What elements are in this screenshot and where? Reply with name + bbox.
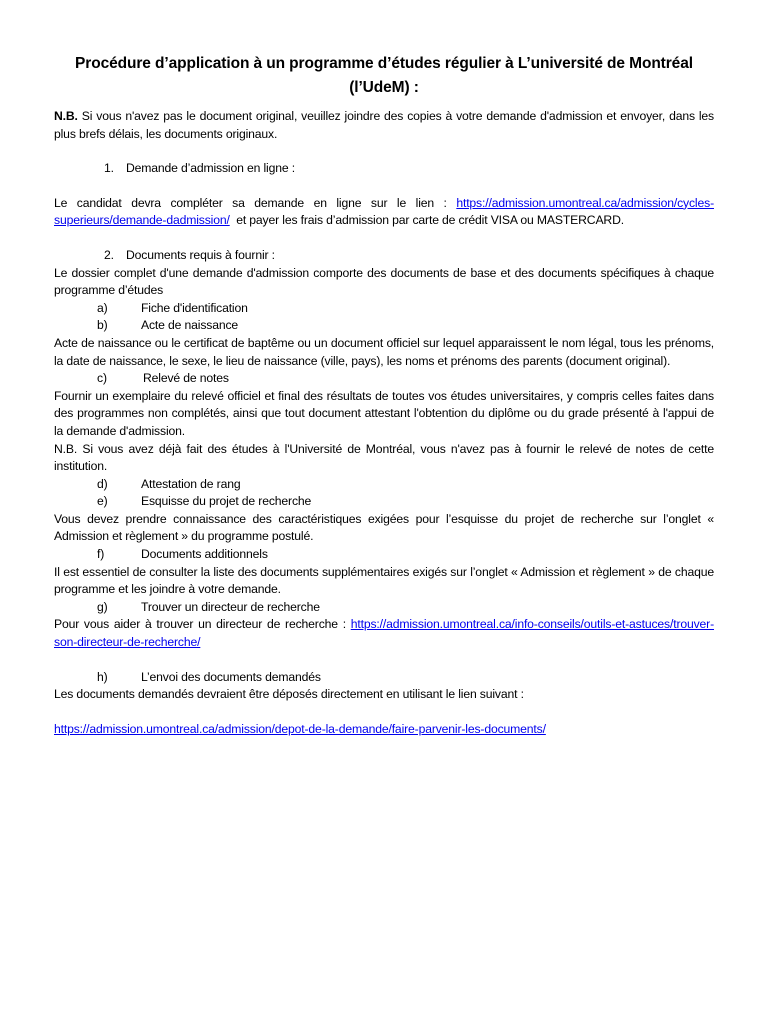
item-b-label: Acte de naissance xyxy=(141,318,239,333)
nb-paragraph xyxy=(54,108,714,143)
item-f-heading xyxy=(54,546,714,564)
item-g-heading xyxy=(54,599,714,617)
item-c-heading xyxy=(54,370,714,388)
document-title xyxy=(54,52,714,100)
section-2-number: 2. xyxy=(104,247,114,262)
item-g-text-before: Pour vous aider à trouver un directeur de recherche : xyxy=(54,617,346,632)
item-h-text: Les documents demandés devraient être déposés directement en utilisant le lien suivant : xyxy=(54,687,524,702)
item-f-label: Documents additionnels xyxy=(141,547,268,562)
title-line-1: Procédure d’application à un programme d’études régulier à L’université de Montréal xyxy=(75,55,693,72)
item-a-heading xyxy=(54,300,714,318)
demande-admission-link[interactable]: https://admission.umontreal.ca/admission/cycles-superieurs/demande-dadmission/ xyxy=(54,195,714,228)
section-2-title: Documents requis à fournir : xyxy=(126,247,275,262)
item-a-label: Fiche d'identification xyxy=(141,300,248,315)
section-1-heading xyxy=(54,160,714,178)
section-1-text-before: Le candidat devra compléter sa demande en ligne sur le lien : xyxy=(54,195,447,210)
section-2-intro: Le dossier complet d'une demande d'admission comporte des documents de base et des documents spécifiques à chaque programme d’études xyxy=(54,265,714,298)
nb-label: N.B. xyxy=(54,109,78,123)
item-c-letter: c) xyxy=(97,371,107,386)
item-h-letter: h) xyxy=(97,669,108,684)
directeur-recherche-link[interactable]: https://admission.umontreal.ca/info-conseils/outils-et-astuces/trouver-son-directeur-de-recherche/ xyxy=(54,617,714,650)
item-h-link-paragraph xyxy=(54,721,714,739)
item-g-letter: g) xyxy=(97,599,108,614)
section-1-title: Demande d’admission en ligne : xyxy=(126,161,295,176)
item-b-text: Acte de naissance ou le certificat de baptême ou un document officiel sur lequel apparaissent le nom légal, tous les prénoms, la date de naissance, le sexe, le lieu de naissance (ville, pays), les noms et prénoms des parents (document original). xyxy=(54,335,714,368)
item-d-heading xyxy=(54,476,714,494)
item-e-heading xyxy=(54,493,714,511)
item-a-letter: a) xyxy=(97,300,108,315)
item-h-label: L’envoi des documents demandés xyxy=(141,669,321,684)
item-e-letter: e) xyxy=(97,494,108,509)
item-d-letter: d) xyxy=(97,476,108,491)
item-c-nb: N.B. Si vous avez déjà fait des études à l'Université de Montréal, vous n'avez pas à fournir le relevé de notes de cette institution. xyxy=(54,441,714,474)
section-2-heading xyxy=(54,247,714,265)
item-e-label: Esquisse du projet de recherche xyxy=(141,494,312,509)
item-e-text: Vous devez prendre connaissance des caractéristiques exigées pour l’esquisse du projet de recherche sur l’onglet « Admission et règlement » du programme postulé. xyxy=(54,511,714,544)
item-d-label: Attestation de rang xyxy=(141,476,241,491)
item-g-label: Trouver un directeur de recherche xyxy=(141,599,320,614)
item-h-heading xyxy=(54,669,714,687)
item-f-text: Il est essentiel de consulter la liste des documents supplémentaires exigés sur l’onglet « Admission et règlement » de chaque programme et les joindre à votre demande. xyxy=(54,564,714,597)
item-c-label: Relevé de notes xyxy=(143,371,229,386)
section-1-number: 1. xyxy=(104,161,114,176)
nb-text: Si vous n'avez pas le document original, veuillez joindre des copies à votre demande d'admission et envoyer, dans les plus brefs délais, les documents originaux. xyxy=(54,109,714,141)
item-b-letter: b) xyxy=(97,318,108,333)
item-b-heading xyxy=(54,317,714,335)
title-line-2: (l’UdeM) : xyxy=(349,79,419,96)
item-f-letter: f) xyxy=(97,547,105,562)
section-1-text xyxy=(54,195,714,230)
item-g-text xyxy=(54,616,714,651)
item-c-text: Fournir un exemplaire du relevé officiel et final des résultats de toutes vos études universitaires, y compris celles faites dans des programmes non complétés, ainsi que tout document attestant l'obtention du diplôme ou du grade présenté à l'appui de la demande d'admission. xyxy=(54,388,714,438)
depot-documents-link[interactable]: https://admission.umontreal.ca/admission/depot-de-la-demande/faire-parvenir-les-documents/ xyxy=(54,721,546,736)
section-1-text-after: et payer les frais d’admission par carte de crédit VISA ou MASTERCARD. xyxy=(236,213,624,228)
